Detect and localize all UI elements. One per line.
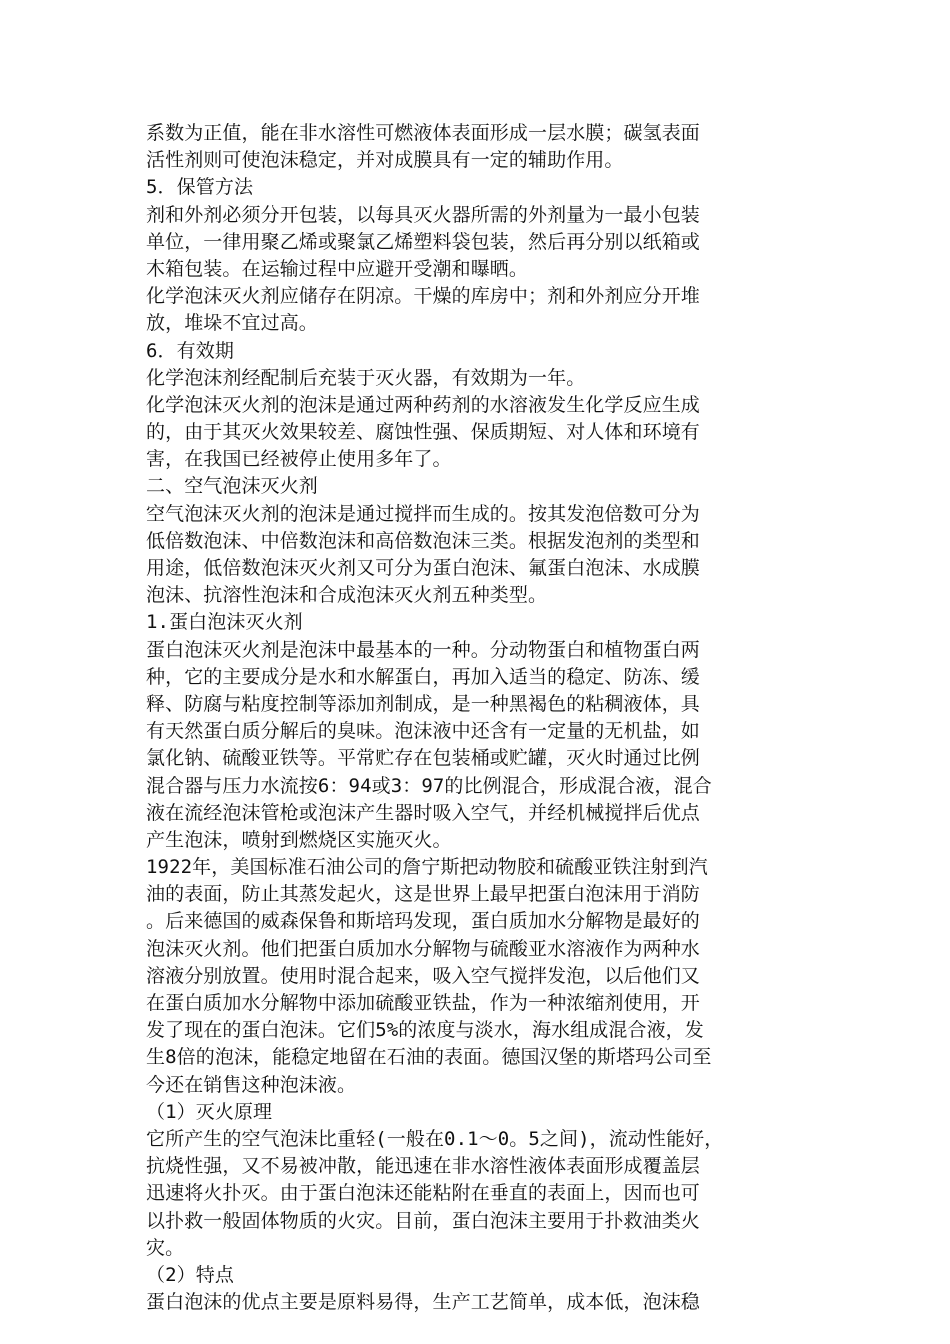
text-line: 木箱包装。在运输过程中应避开受潮和曝晒。 bbox=[146, 257, 529, 280]
text-line: 害，在我国已经被停止使用多年了。 bbox=[146, 448, 452, 471]
text-line: 液在流经泡沫管枪或泡沫产生器时吸入空气，并经机械搅拌后优点 bbox=[146, 801, 700, 824]
text-line: 种，它的主要成分是水和水解蛋白，再加入适当的稳定、防冻、缓 bbox=[146, 665, 700, 688]
text-line: 空气泡沫灭火剂的泡沫是通过搅拌而生成的。按其发泡倍数可分为 bbox=[146, 502, 700, 525]
text-line: 它所产生的空气泡沫比重轻(一般在0.1～0。5之间)，流动性能好， bbox=[146, 1127, 724, 1150]
text-line: 化学泡沫剂经配制后充装于灭火器，有效期为一年。 bbox=[146, 366, 586, 389]
text-line: 油的表面，防止其蒸发起火，这是世界上最早把蛋白泡沫用于消防 bbox=[146, 883, 700, 906]
text-line: 6．有效期 bbox=[146, 339, 234, 362]
text-line: 今还在销售这种泡沫液。 bbox=[146, 1073, 357, 1096]
document-body bbox=[146, 120, 806, 1316]
text-line: 产生泡沫，喷射到燃烧区实施灭火。 bbox=[146, 828, 452, 851]
text-line: 生8倍的泡沫，能稳定地留在石油的表面。德国汉堡的斯塔玛公司至 bbox=[146, 1046, 712, 1069]
text-line: （1）灭火原理 bbox=[146, 1100, 273, 1123]
text-line: 混合器与压力水流按6：94或3：97的比例混合，形成混合液，混合 bbox=[146, 774, 712, 797]
text-line: 系数为正值，能在非水溶性可燃液体表面形成一层水膜；碳氢表面 bbox=[146, 122, 700, 144]
text-line: 泡沫、抗溶性泡沫和合成泡沫灭火剂五种类型。 bbox=[146, 584, 548, 607]
text-line: 氯化钠、硫酸亚铁等。平常贮存在包装桶或贮罐，灭火时通过比例 bbox=[146, 747, 700, 770]
text-line: 二、空气泡沫灭火剂 bbox=[146, 475, 318, 498]
text-line: 剂和外剂必须分开包装，以每具灭火器所需的外剂量为一最小包装 bbox=[146, 203, 700, 226]
text-line: 1.蛋白泡沫灭火剂 bbox=[146, 611, 303, 634]
text-line: 活性剂则可使泡沫稳定，并对成膜具有一定的辅助作用。 bbox=[146, 149, 624, 172]
text-line: 单位，一律用聚乙烯或聚氯乙烯塑料袋包装，然后再分别以纸箱或 bbox=[146, 230, 700, 253]
text-line: 放，堆垛不宜过高。 bbox=[146, 312, 318, 335]
text-line: 蛋白泡沫的优点主要是原料易得，生产工艺简单，成本低，泡沫稳 bbox=[146, 1291, 700, 1314]
text-line: 的，由于其灭火效果较差、腐蚀性强、保质期短、对人体和环境有 bbox=[146, 421, 700, 444]
text-line: 灾。 bbox=[146, 1236, 185, 1259]
text-line: 5．保管方法 bbox=[146, 176, 254, 199]
text-line: （2）特点 bbox=[146, 1263, 234, 1286]
text-line: 释、防腐与粘度控制等添加剂制成，是一种黑褐色的粘稠液体，具 bbox=[146, 692, 700, 715]
text-line: 抗烧性强，又不易被冲散，能迅速在非水溶性液体表面形成覆盖层 bbox=[146, 1155, 700, 1178]
text-line: 以扑救一般固体物质的火灾。目前，蛋白泡沫主要用于扑救油类火 bbox=[146, 1209, 700, 1232]
text-line: 低倍数泡沫、中倍数泡沫和高倍数泡沫三类。根据发泡剂的类型和 bbox=[146, 529, 700, 552]
text-line: 。后来德国的威森保鲁和斯培玛发现，蛋白质加水分解物是最好的 bbox=[146, 910, 700, 933]
text-line: 化学泡沫灭火剂的泡沫是通过两种药剂的水溶液发生化学反应生成 bbox=[146, 393, 700, 416]
text-line: 有天然蛋白质分解后的臭味。泡沫液中还含有一定量的无机盐，如 bbox=[146, 720, 700, 743]
text-line: 迅速将火扑灭。由于蛋白泡沫还能粘附在垂直的表面上，因而也可 bbox=[146, 1182, 700, 1205]
text-line: 在蛋白质加水分解物中添加硫酸亚铁盐，作为一种浓缩剂使用，开 bbox=[146, 992, 700, 1014]
text-line: 溶液分别放置。使用时混合起来，吸入空气搅拌发泡，以后他们又 bbox=[146, 964, 700, 987]
text-line: 化学泡沫灭火剂应储存在阴凉。干燥的库房中；剂和外剂应分开堆 bbox=[146, 285, 700, 308]
text-line: 蛋白泡沫灭火剂是泡沫中最基本的一种。分动物蛋白和植物蛋白两 bbox=[146, 638, 700, 661]
text-line: 用途，低倍数泡沫灭火剂又可分为蛋白泡沫、氟蛋白泡沫、水成膜 bbox=[146, 557, 700, 579]
text-line: 1922年，美国标准石油公司的詹宁斯把动物胶和硫酸亚铁注射到汽 bbox=[146, 856, 708, 879]
text-line: 泡沫灭火剂。他们把蛋白质加水分解物与硫酸亚水溶液作为两种水 bbox=[146, 937, 700, 960]
text-line: 发了现在的蛋白泡沫。它们5%的浓度与淡水，海水组成混合液，发 bbox=[146, 1019, 704, 1042]
